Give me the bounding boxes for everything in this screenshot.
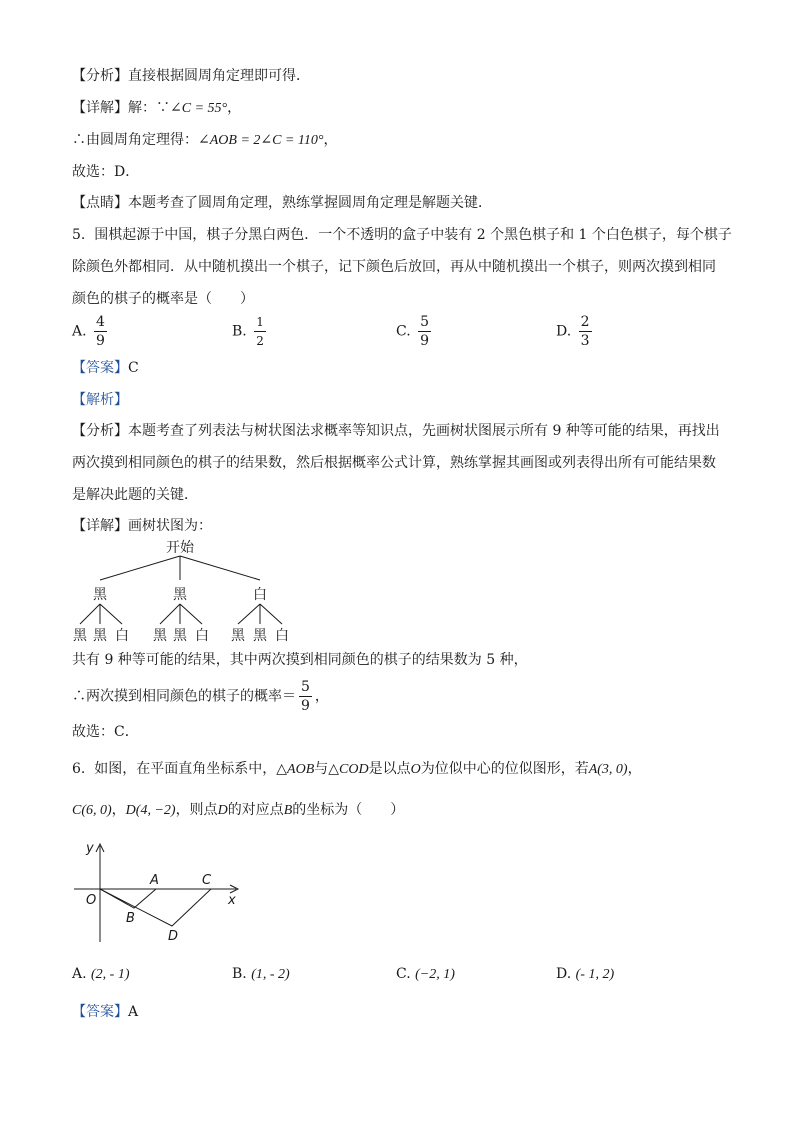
theorem-text: 由圆周角定理得： <box>86 132 198 148</box>
tree-leaf: 白 <box>275 628 289 644</box>
explain-tag: 【解析】 <box>72 392 128 408</box>
point-label-b: B <box>126 911 135 926</box>
q4-detail-line <box>72 98 241 119</box>
fraction-denominator: 9 <box>301 698 310 714</box>
detail-text: 画树状图为： <box>128 518 212 534</box>
triangle-aob: △AOB <box>276 762 315 777</box>
axis-label-x: x <box>228 893 236 908</box>
because-symbol: ∵ <box>156 100 170 116</box>
tree-level1-node: 黑 <box>93 587 107 603</box>
answer-value: A <box>128 1004 139 1020</box>
q6-number: 6. <box>72 761 86 777</box>
q4-comment-line <box>72 193 492 213</box>
q6-option-a[interactable] <box>72 966 130 983</box>
q6-stem-line1 <box>72 759 642 780</box>
coord-d: D(4, −2) <box>125 803 176 818</box>
option-letter: C. <box>396 966 411 982</box>
q5-detail-line <box>72 516 212 536</box>
analysis-text: 直接根据圆周角定理即可得． <box>128 68 310 84</box>
option-fraction <box>254 313 266 350</box>
axes <box>74 844 238 942</box>
point-o: O <box>410 762 421 777</box>
probability-tree-diagram <box>66 536 306 648</box>
point-b: B <box>283 803 293 818</box>
point-label-d: D <box>168 929 179 944</box>
therefore-symbol: ∴ <box>72 132 86 148</box>
fraction-denominator: 3 <box>580 333 590 349</box>
q6-stem-part: 与 <box>314 761 329 777</box>
option-fraction <box>94 313 107 350</box>
prob-fraction <box>299 678 312 715</box>
answer-value: C <box>128 360 139 376</box>
q5-analysis-line2: 两次摸到相同颜色的棋子的结果数，然后根据概率公式计算，熟练掌握其画图或列表得出所有可能结果数 <box>72 455 716 471</box>
q6-answer-line <box>72 1002 138 1022</box>
triangle-cod: △COD <box>328 762 369 777</box>
q5-option-b[interactable] <box>232 313 269 350</box>
option-value: (2, - 1) <box>91 967 130 982</box>
option-value: (−2, 1) <box>415 967 455 982</box>
q5-total-line: 共有 9 种等可能的结果，其中两次摸到相同颜色的棋子的结果数为 5 种， <box>72 652 528 668</box>
tree-leaf: 黑 <box>253 628 267 644</box>
q6-stem-part: 是以点 <box>368 761 411 777</box>
angle-c-formula: ∠C = 55° <box>170 101 228 116</box>
q5-stem-line3: 颜色的棋子的概率是（ ） <box>72 291 254 307</box>
option-letter: D. <box>556 966 572 982</box>
option-letter: B. <box>232 966 247 982</box>
comment-tag: 【点睛】 <box>72 195 128 211</box>
q5-option-d[interactable] <box>556 313 595 350</box>
fraction-denominator: 2 <box>256 334 264 348</box>
q5-stem-line2: 除颜色外都相同．从中随机摸出一个棋子，记下颜色后放回，再从中随机摸出一个棋子，则两次摸到相同 <box>72 259 716 275</box>
q4-choose-line: 故选：D． <box>72 164 140 180</box>
option-fraction <box>418 313 431 350</box>
prob-text: 两次摸到相同颜色的棋子的概率＝ <box>86 688 296 705</box>
therefore-symbol: ∴ <box>72 688 86 705</box>
point-label-c: C <box>202 873 212 888</box>
tree-leaf: 黑 <box>231 628 245 644</box>
q6-stem-part: 的坐标为（ ） <box>292 802 405 818</box>
q6-stem-part: 的对应点 <box>227 802 284 818</box>
tree-leaf: 黑 <box>73 628 87 644</box>
answer-tag: 【答案】 <box>72 360 128 376</box>
tree-leaf: 白 <box>195 628 209 644</box>
analysis-text: 本题考查了列表法与树状图法求概率等知识点，先画树状图展示所有 9 种等可能的结果，再找出 <box>128 423 720 439</box>
prob-tail: ， <box>314 688 329 705</box>
q6-stem-part: 如图，在平面直角坐标系中， <box>94 761 277 777</box>
fraction-numerator: 4 <box>96 314 105 330</box>
angle-aob-formula: ∠AOB = 2∠C = 110° <box>198 133 324 148</box>
tree-leaf: 黑 <box>173 628 187 644</box>
q4-analysis-line <box>72 66 310 86</box>
q5-stem-line1 <box>72 225 732 245</box>
point-label-a: A <box>150 873 159 888</box>
q5-number: 5. <box>72 227 86 243</box>
q5-option-c[interactable] <box>396 313 434 350</box>
fraction-numerator: 1 <box>254 313 266 332</box>
q6-stem-part: 为位似中心的位似图形，若 <box>420 761 589 777</box>
q6-stem-line2 <box>72 800 404 821</box>
option-letter: B. <box>232 323 247 340</box>
angle-aob-tail: ， <box>323 132 338 148</box>
q5-choose-line: 故选：C． <box>72 724 139 740</box>
option-value: (- 1, 2) <box>575 967 615 982</box>
axis-label-y: y <box>86 841 94 856</box>
option-letter: C. <box>396 323 411 340</box>
q5-option-a[interactable] <box>72 313 110 350</box>
analysis-tag: 【分析】 <box>72 68 128 84</box>
option-letter: A. <box>72 966 87 982</box>
fraction-denominator: 9 <box>96 333 105 349</box>
detail-tag: 【详解】 <box>72 518 128 534</box>
q5-answer-line <box>72 358 139 378</box>
detail-prefix: 解： <box>128 100 156 116</box>
fraction-denominator: 9 <box>420 333 430 349</box>
angle-c-tail: ， <box>227 100 242 116</box>
fraction-numerator: 2 <box>580 314 590 330</box>
q5-analysis-line1 <box>72 421 720 441</box>
coord-c: C(6, 0) <box>72 803 112 818</box>
q5-analysis-line3: 是解决此题的关键． <box>72 487 198 503</box>
q6-option-d[interactable] <box>556 966 614 983</box>
triangles <box>100 889 211 926</box>
q5-explain-line <box>72 390 128 410</box>
tree-level1-node: 黑 <box>173 587 187 603</box>
point-label-o: O <box>86 893 97 908</box>
q4-theorem-line <box>72 130 337 151</box>
q5-prob-line <box>72 678 329 715</box>
q6-stem-part: ，则点 <box>175 802 218 818</box>
q6-stem-part: ， <box>111 802 126 818</box>
option-letter: A. <box>72 323 87 340</box>
q6-option-b[interactable] <box>232 966 290 983</box>
coordinate-figure <box>66 840 256 950</box>
fraction-numerator: 5 <box>301 679 310 695</box>
coord-a: A(3, 0) <box>588 762 628 777</box>
point-d: D <box>217 803 228 818</box>
analysis-tag: 【分析】 <box>72 423 128 439</box>
tree-leaf: 黑 <box>153 628 167 644</box>
tree-root: 开始 <box>166 540 194 556</box>
tree-leaf: 黑 <box>93 628 107 644</box>
comment-text: 本题考查了圆周角定理，熟练掌握圆周角定理是解题关键． <box>128 195 492 211</box>
q6-option-c[interactable] <box>396 966 455 983</box>
tree-leaf: 白 <box>115 628 129 644</box>
option-letter: D. <box>556 323 572 340</box>
answer-tag: 【答案】 <box>72 1004 128 1020</box>
tree-level1-node: 白 <box>253 587 267 603</box>
detail-tag: 【详解】 <box>72 100 128 116</box>
option-fraction <box>579 313 592 350</box>
q6-stem-part: ， <box>627 761 642 777</box>
fraction-numerator: 5 <box>420 314 430 330</box>
option-value: (1, - 2) <box>251 967 290 982</box>
q5-stem-text1: 围棋起源于中国，棋子分黑白两色．一个不透明的盒子中装有 2 个黑色棋子和 1 个白色棋子，每个棋子 <box>94 227 732 243</box>
